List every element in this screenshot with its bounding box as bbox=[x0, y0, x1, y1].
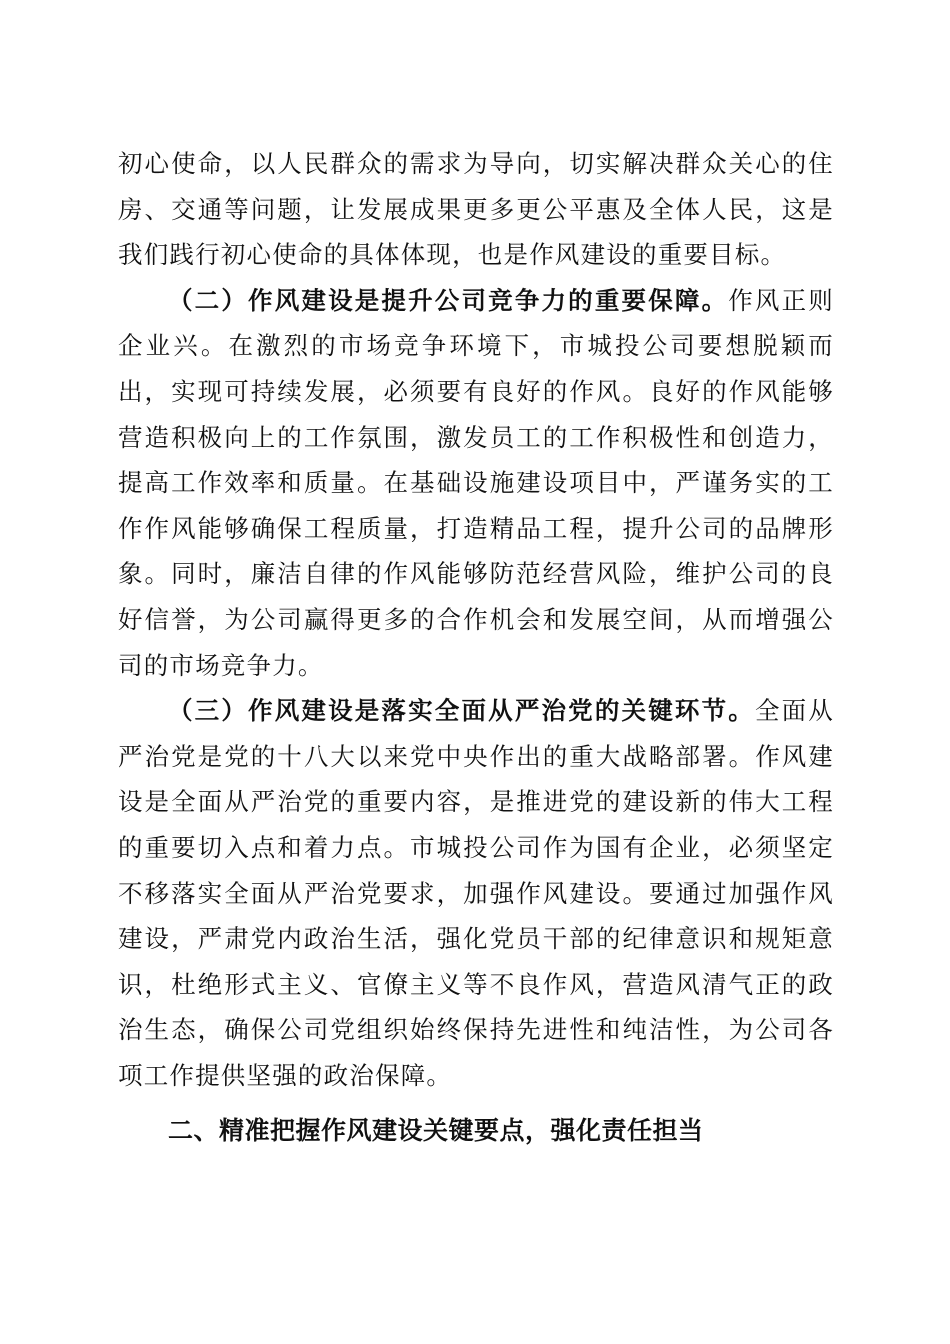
document-page bbox=[118, 141, 834, 1154]
paragraph-body: 初心使命，以人民群众的需求为导向，切实解决群众关心的住房、交通等问题，让发展成果更多更公平惠及全体人民，这是我们践行初心使命的具体体现，也是作风建设的重要目标。 bbox=[118, 149, 834, 270]
paragraph-body: 作风正则企业兴。在激烈的市场竞争环境下，市城投公司要想脱颖而出，实现可持续发展，必须要有良好的作风。良好的作风能够营造积极向上的工作氛围，激发员工的工作积极性和创造力，提高工作效率和质量。在基础设施建设项目中，严谨务实的工作作风能够确保工程质量，打造精品工程，提升公司的品牌形象。同时，廉洁自律的作风能够防范经营风险，维护公司的良好信誉，为公司赢得更多的合作机会和发展空间，从而增强公司的市场竞争力。 bbox=[118, 285, 834, 680]
paragraph-lead: （二）作风建设是提升公司竞争力的重要保障。 bbox=[168, 285, 729, 315]
paragraph-body: 全面从严治党是党的十八大以来党中央作出的重大战略部署。作风建设是全面从严治党的重要内容，是推进党的建设新的伟大工程的重要切入点和着力点。市城投公司作为国有企业，必须坚定不移落实全面从严治党要求，加强作风建设。要通过加强作风建设，严肃党内政治生活，强化党员干部的纪律意识和规矩意识，杜绝形式主义、官僚主义等不良作风，营造风清气正的政治生态，确保公司党组织始终保持先进性和纯洁性，为公司各项工作提供坚强的政治保障。 bbox=[118, 696, 834, 1090]
section-heading: 二、精准把握作风建设关键要点，强化责任担当 bbox=[168, 1116, 704, 1146]
paragraph-lead: （三）作风建设是落实全面从严治党的关键环节。 bbox=[168, 696, 755, 726]
paragraph-three bbox=[118, 688, 834, 1098]
paragraph-continuation bbox=[118, 141, 834, 278]
paragraph-two bbox=[118, 278, 834, 688]
